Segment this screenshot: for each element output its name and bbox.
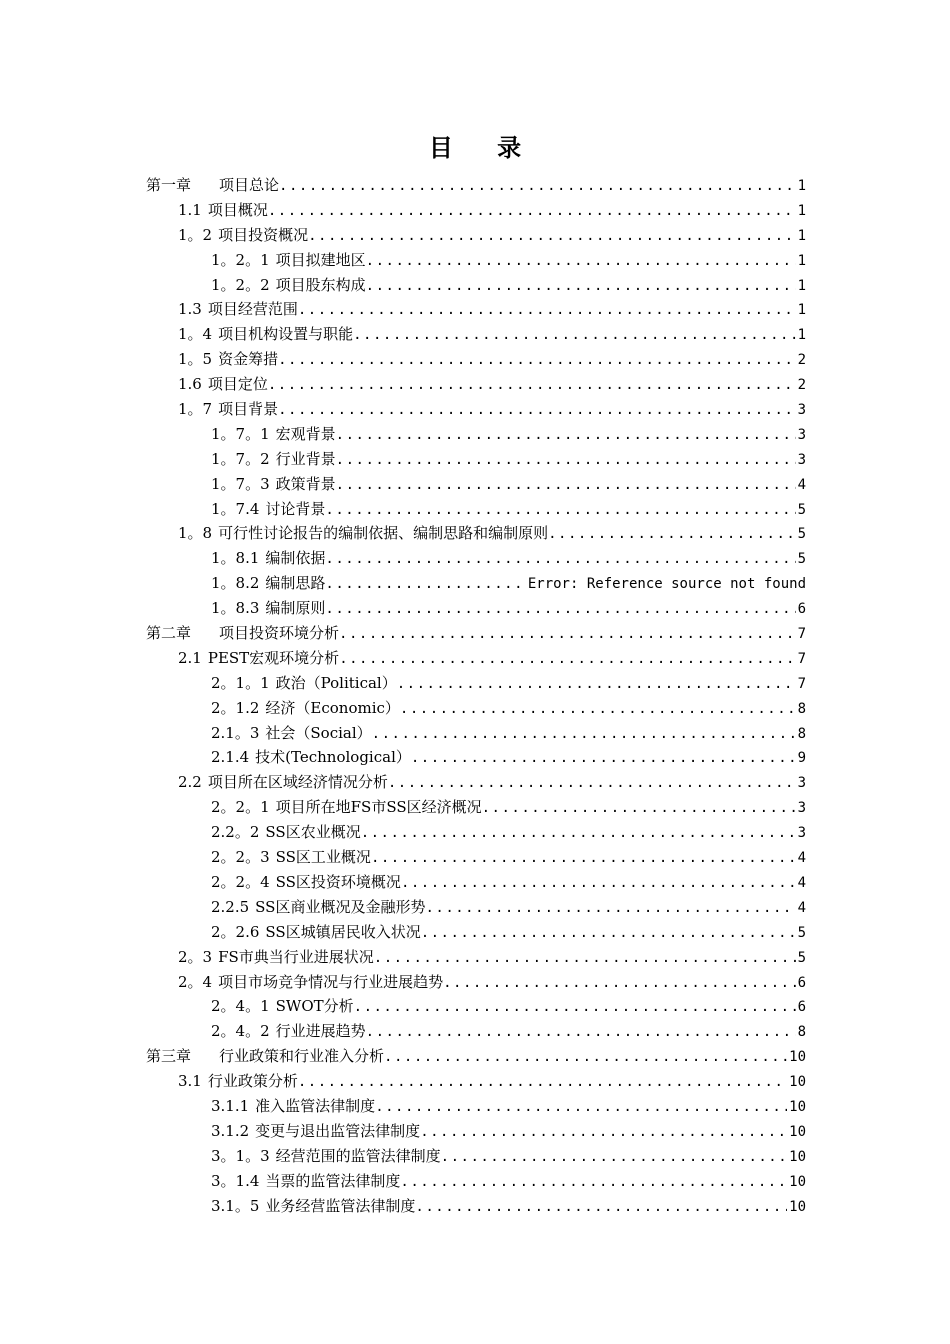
toc-entry-number: 1。5 bbox=[178, 350, 213, 369]
toc-entry-heading bbox=[211, 1094, 375, 1119]
toc-entry[interactable] bbox=[146, 1019, 806, 1044]
dot-leader bbox=[354, 995, 796, 1019]
toc-entry-number: 1。8 bbox=[178, 524, 213, 543]
toc-entry-number: 1。2。2 bbox=[211, 275, 270, 294]
toc-entry-heading bbox=[178, 347, 278, 372]
dot-leader bbox=[371, 846, 796, 870]
toc-entry-page-number: 5 bbox=[797, 924, 806, 941]
toc-entry-text: 当票的监管法律制度 bbox=[265, 1171, 401, 1190]
toc-entry-page-number: 1 bbox=[797, 302, 806, 319]
toc-entry-text: 项目股东构成 bbox=[275, 275, 366, 294]
dot-leader bbox=[443, 971, 795, 995]
toc-entry-page-number: 3 bbox=[797, 775, 806, 792]
toc-entry-page-number: 10 bbox=[789, 1074, 806, 1091]
toc-entry[interactable] bbox=[146, 497, 806, 522]
toc-entry[interactable] bbox=[146, 1044, 806, 1069]
toc-entry-number: 2.2.5 bbox=[211, 897, 250, 916]
toc-entry[interactable] bbox=[146, 372, 806, 397]
toc-entry-number: 第一章 bbox=[146, 176, 192, 194]
toc-entry-page-number: 10 bbox=[789, 1148, 806, 1165]
toc-entry[interactable] bbox=[146, 422, 806, 447]
toc-entry-heading bbox=[178, 297, 298, 322]
toc-entry-page-number: 3 bbox=[797, 451, 806, 468]
toc-entry-number: 1。7 bbox=[178, 400, 213, 419]
dot-leader bbox=[336, 473, 796, 497]
toc-entry-page-number: 5 bbox=[797, 551, 806, 568]
toc-entry-heading bbox=[178, 198, 268, 223]
toc-entry-text: 经济（Economic） bbox=[265, 698, 400, 717]
toc-entry-number: 2。2。3 bbox=[211, 848, 270, 867]
toc-entry-text: 编制原则 bbox=[265, 599, 326, 618]
toc-entry-number: 2.2 bbox=[178, 773, 202, 792]
dot-leader bbox=[325, 572, 525, 596]
toc-entry-number: 1。7。2 bbox=[211, 449, 270, 468]
dot-leader bbox=[388, 771, 796, 795]
toc-entry-heading bbox=[178, 372, 268, 397]
toc-entry-page-number: 5 bbox=[797, 949, 806, 966]
toc-entry-page-number: 8 bbox=[797, 725, 806, 742]
toc-entry[interactable] bbox=[146, 322, 806, 347]
toc-entry-number: 1。8.2 bbox=[211, 574, 260, 593]
toc-entry-number: 2。4。1 bbox=[211, 997, 270, 1016]
toc-entry[interactable] bbox=[146, 945, 806, 970]
dot-leader bbox=[411, 746, 796, 770]
dot-leader bbox=[441, 1145, 787, 1169]
toc-entry-text: 项目机构设置与职能 bbox=[218, 325, 354, 344]
toc-entry-page-number: 7 bbox=[797, 650, 806, 667]
dot-leader bbox=[361, 821, 796, 845]
toc-entry-heading bbox=[211, 721, 372, 746]
toc-entry-page-number: 9 bbox=[797, 750, 806, 767]
toc-entry-heading bbox=[211, 994, 354, 1019]
toc-entry-heading bbox=[211, 895, 425, 920]
toc-entry-text: 行业进展趋势 bbox=[275, 1022, 366, 1041]
toc-entry-page-number: 8 bbox=[797, 1024, 806, 1041]
toc-entry-text: 项目拟建地区 bbox=[275, 250, 366, 269]
toc-entry-page-number: Error: Reference source not found bbox=[527, 576, 806, 593]
toc-entry-page-number: 5 bbox=[797, 526, 806, 543]
dot-leader bbox=[339, 622, 796, 646]
toc-entry-heading bbox=[211, 745, 411, 770]
toc-entry-heading bbox=[211, 571, 325, 596]
dot-leader bbox=[278, 398, 795, 422]
toc-entry-number: 2。1。1 bbox=[211, 673, 270, 692]
toc-entry-number: 1。7。1 bbox=[211, 424, 270, 443]
toc-entry-heading bbox=[211, 273, 366, 298]
toc-entry-heading bbox=[146, 621, 339, 646]
toc-entry-heading bbox=[211, 1169, 400, 1194]
dot-leader bbox=[372, 722, 796, 746]
toc-entry-page-number: 4 bbox=[797, 874, 806, 891]
dot-leader bbox=[278, 348, 795, 372]
toc-entry-number: 第三章 bbox=[146, 1047, 192, 1066]
toc-entry-heading bbox=[146, 1044, 384, 1069]
toc-entry-heading bbox=[146, 173, 279, 198]
toc-entry-number: 第二章 bbox=[146, 624, 192, 643]
toc-entry[interactable] bbox=[146, 1119, 806, 1144]
toc-entry[interactable] bbox=[146, 297, 806, 322]
toc-entry-number: 3.1.2 bbox=[211, 1121, 250, 1140]
toc-entry[interactable] bbox=[146, 273, 806, 298]
toc-entry-text: 可行性讨论报告的编制依据、编制思路和编制原则 bbox=[218, 524, 549, 543]
toc-entry-number: 2.2。2 bbox=[211, 823, 260, 842]
toc-list bbox=[146, 173, 806, 1218]
dot-leader bbox=[353, 323, 795, 347]
toc-entry-page-number: 10 bbox=[789, 1123, 806, 1140]
toc-entry-heading bbox=[211, 920, 421, 945]
toc-entry-heading bbox=[211, 248, 366, 273]
dot-leader bbox=[366, 249, 796, 273]
toc-entry-number: 3。1。3 bbox=[211, 1146, 270, 1165]
toc-entry-text: SWOT分析 bbox=[275, 997, 354, 1016]
toc-entry[interactable] bbox=[146, 447, 806, 472]
dot-leader bbox=[366, 274, 796, 298]
toc-entry-number: 2。2.6 bbox=[211, 922, 260, 941]
toc-entry-text: 项目总论 bbox=[219, 176, 280, 194]
toc-entry-page-number: 6 bbox=[797, 974, 806, 991]
toc-entry-text: 项目背景 bbox=[218, 400, 279, 419]
dot-leader bbox=[401, 871, 796, 895]
dot-leader bbox=[482, 796, 796, 820]
dot-leader bbox=[298, 298, 796, 322]
toc-entry-page-number: 3 bbox=[797, 800, 806, 817]
toc-entry-text: 项目所在地FS市SS区经济概况 bbox=[275, 798, 482, 817]
toc-entry[interactable] bbox=[146, 173, 806, 198]
toc-entry-heading bbox=[211, 795, 482, 820]
toc-entry-text: 项目定位 bbox=[207, 375, 268, 394]
toc-entry-text: 项目投资概况 bbox=[218, 225, 309, 244]
toc-entry-heading bbox=[211, 845, 371, 870]
toc-entry-number: 2.1。3 bbox=[211, 723, 260, 742]
toc-entry-number: 1。8.1 bbox=[211, 549, 260, 568]
toc-entry[interactable] bbox=[146, 472, 806, 497]
toc-entry[interactable] bbox=[146, 596, 806, 621]
toc-entry[interactable] bbox=[146, 1194, 806, 1219]
toc-entry[interactable] bbox=[146, 347, 806, 372]
dot-leader bbox=[268, 199, 796, 223]
toc-entry[interactable] bbox=[146, 745, 806, 770]
toc-entry[interactable] bbox=[146, 621, 806, 646]
toc-entry[interactable] bbox=[146, 870, 806, 895]
toc-entry-number: 2。1.2 bbox=[211, 698, 260, 717]
toc-entry-text: 行业政策和行业准入分析 bbox=[219, 1047, 385, 1066]
toc-entry-number: 1。7.4 bbox=[211, 499, 260, 518]
toc-entry-heading bbox=[211, 596, 325, 621]
dot-leader bbox=[397, 672, 796, 696]
toc-entry[interactable] bbox=[146, 1069, 806, 1094]
toc-entry-heading bbox=[211, 696, 400, 721]
dot-leader bbox=[268, 373, 796, 397]
toc-entry[interactable] bbox=[146, 845, 806, 870]
dot-leader bbox=[325, 547, 795, 571]
toc-entry-heading bbox=[178, 1069, 298, 1094]
toc-entry-page-number: 7 bbox=[797, 626, 806, 643]
toc-entry[interactable] bbox=[146, 198, 806, 223]
toc-entry-heading bbox=[211, 671, 397, 696]
dot-leader bbox=[325, 597, 795, 621]
toc-entry-heading bbox=[211, 447, 336, 472]
toc-entry-page-number: 3 bbox=[797, 825, 806, 842]
toc-entry-page-number: 4 bbox=[797, 850, 806, 867]
toc-entry-text: 变更与退出监管法律制度 bbox=[255, 1121, 421, 1140]
dot-leader bbox=[425, 896, 795, 920]
toc-entry-heading bbox=[178, 521, 548, 546]
toc-entry-heading bbox=[178, 770, 388, 795]
toc-entry-page-number: 4 bbox=[797, 476, 806, 493]
toc-entry-text: 行业政策分析 bbox=[207, 1072, 298, 1091]
dot-leader bbox=[339, 647, 795, 671]
toc-entry-page-number: 5 bbox=[797, 501, 806, 518]
toc-entry-heading bbox=[178, 397, 278, 422]
toc-entry-number: 1.3 bbox=[178, 300, 202, 319]
toc-entry-number: 2。3 bbox=[178, 947, 213, 966]
toc-entry-page-number: 1 bbox=[797, 252, 806, 269]
toc-entry-text: SS区商业概况及金融形势 bbox=[255, 897, 426, 916]
toc-entry-text: SS区城镇居民收入状况 bbox=[265, 922, 421, 941]
toc-entry-number: 1。4 bbox=[178, 325, 213, 344]
toc-entry-heading bbox=[211, 1194, 415, 1219]
toc-entry[interactable] bbox=[146, 671, 806, 696]
dot-leader bbox=[298, 1070, 787, 1094]
toc-entry[interactable] bbox=[146, 920, 806, 945]
toc-entry-text: 项目所在区域经济情况分析 bbox=[207, 773, 388, 792]
dot-leader bbox=[336, 448, 796, 472]
toc-entry-number: 2。2。1 bbox=[211, 798, 270, 817]
toc-entry[interactable] bbox=[146, 546, 806, 571]
toc-entry[interactable] bbox=[146, 1169, 806, 1194]
toc-entry-page-number: 8 bbox=[797, 700, 806, 717]
toc-entry-text: 技术(Technological） bbox=[255, 748, 411, 767]
dot-leader bbox=[374, 946, 796, 970]
toc-entry-page-number: 2 bbox=[797, 377, 806, 394]
toc-entry-page-number: 1 bbox=[797, 327, 806, 344]
dot-leader bbox=[400, 1170, 787, 1194]
toc-entry-number: 3.1。5 bbox=[211, 1196, 260, 1215]
toc-entry-number: 1。7。3 bbox=[211, 474, 270, 493]
toc-entry[interactable] bbox=[146, 248, 806, 273]
toc-entry-number: 1。2。1 bbox=[211, 250, 270, 269]
toc-entry-page-number: 1 bbox=[797, 227, 806, 244]
toc-entry-heading bbox=[211, 1119, 420, 1144]
toc-entry-text: 业务经营监管法律制度 bbox=[265, 1196, 416, 1215]
toc-entry[interactable] bbox=[146, 521, 806, 546]
toc-entry-text: 社会（Social） bbox=[265, 723, 372, 742]
toc-entry-heading bbox=[211, 820, 361, 845]
dot-leader bbox=[548, 522, 795, 546]
toc-entry-number: 1.1 bbox=[178, 200, 202, 219]
dot-leader bbox=[421, 921, 796, 945]
toc-entry-heading bbox=[211, 870, 401, 895]
toc-entry[interactable] bbox=[146, 223, 806, 248]
toc-entry-text: 资金筹措 bbox=[218, 350, 279, 369]
toc-entry-page-number: 7 bbox=[797, 675, 806, 692]
toc-entry-heading bbox=[211, 497, 325, 522]
toc-entry-text: 编制思路 bbox=[265, 574, 326, 593]
toc-entry-number: 1。8.3 bbox=[211, 599, 260, 618]
toc-entry-text: SS区投资环境概况 bbox=[275, 872, 401, 891]
toc-entry[interactable] bbox=[146, 571, 806, 596]
toc-entry-text: FS市典当行业进展状况 bbox=[218, 947, 374, 966]
toc-entry-heading bbox=[178, 646, 339, 671]
toc-entry[interactable] bbox=[146, 820, 806, 845]
toc-entry-heading bbox=[178, 322, 353, 347]
toc-entry-heading bbox=[211, 546, 325, 571]
toc-entry-number: 2。4。2 bbox=[211, 1022, 270, 1041]
toc-entry[interactable] bbox=[146, 1144, 806, 1169]
toc-entry-number: 3。1.4 bbox=[211, 1171, 260, 1190]
toc-entry-page-number: 10 bbox=[789, 1098, 806, 1115]
toc-entry[interactable] bbox=[146, 895, 806, 920]
toc-entry-heading bbox=[211, 472, 336, 497]
toc-entry-page-number: 1 bbox=[797, 202, 806, 219]
toc-entry[interactable] bbox=[146, 994, 806, 1019]
toc-entry-page-number: 1 bbox=[797, 277, 806, 294]
dot-leader bbox=[415, 1195, 787, 1219]
toc-entry-heading bbox=[211, 1019, 366, 1044]
toc-entry-text: 项目经营范围 bbox=[207, 300, 298, 319]
toc-entry-page-number: 6 bbox=[797, 601, 806, 618]
toc-entry-page-number: 10 bbox=[789, 1198, 806, 1215]
toc-entry[interactable] bbox=[146, 721, 806, 746]
toc-entry[interactable] bbox=[146, 970, 806, 995]
toc-entry-text: 准入监管法律制度 bbox=[255, 1096, 376, 1115]
toc-entry-number: 3.1 bbox=[178, 1072, 202, 1091]
toc-entry-page-number: 2 bbox=[797, 352, 806, 369]
dot-leader bbox=[375, 1095, 787, 1119]
toc-entry-page-number: 3 bbox=[797, 426, 806, 443]
toc-entry-text: SS区工业概况 bbox=[275, 848, 371, 867]
toc-entry-page-number: 1 bbox=[797, 178, 806, 194]
toc-entry-text: 讨论背景 bbox=[265, 499, 326, 518]
toc-entry-text: 项目投资环境分析 bbox=[219, 624, 340, 643]
toc-entry[interactable] bbox=[146, 646, 806, 671]
toc-entry-text: 项目概况 bbox=[207, 200, 268, 219]
dot-leader bbox=[336, 423, 796, 447]
dot-leader bbox=[400, 697, 796, 721]
toc-entry-page-number: 10 bbox=[789, 1173, 806, 1190]
toc-entry-page-number: 4 bbox=[797, 899, 806, 916]
toc-entry-text: 编制依据 bbox=[265, 549, 326, 568]
toc-entry[interactable] bbox=[146, 696, 806, 721]
toc-entry-number: 2.1 bbox=[178, 648, 202, 667]
toc-entry-heading bbox=[178, 223, 308, 248]
toc-entry-page-number: 10 bbox=[789, 1049, 806, 1066]
toc-entry-text: SS区农业概况 bbox=[265, 823, 361, 842]
toc-entry-text: 经营范围的监管法律制度 bbox=[275, 1146, 441, 1165]
dot-leader bbox=[308, 224, 795, 248]
toc-entry[interactable] bbox=[146, 397, 806, 422]
toc-entry-number: 1.6 bbox=[178, 375, 202, 394]
toc-entry-text: 行业背景 bbox=[275, 449, 336, 468]
toc-entry-number: 1。2 bbox=[178, 225, 213, 244]
toc-entry-heading bbox=[211, 1144, 441, 1169]
toc-entry-heading bbox=[178, 970, 443, 995]
toc-entry-number: 2.1.4 bbox=[211, 748, 250, 767]
toc-entry-text: 政策背景 bbox=[275, 474, 336, 493]
dot-leader bbox=[420, 1120, 787, 1144]
dot-leader bbox=[325, 498, 795, 522]
toc-entry-heading bbox=[211, 422, 336, 447]
toc-entry[interactable] bbox=[146, 770, 806, 795]
toc-entry-page-number: 6 bbox=[797, 999, 806, 1016]
toc-entry-text: 宏观背景 bbox=[275, 424, 336, 443]
dot-leader bbox=[366, 1020, 796, 1044]
toc-entry[interactable] bbox=[146, 795, 806, 820]
dot-leader bbox=[384, 1045, 787, 1069]
toc-entry-text: 政治（Political） bbox=[275, 673, 397, 692]
toc-entry-text: 项目市场竞争情况与行业进展趋势 bbox=[218, 972, 444, 991]
toc-entry-heading bbox=[178, 945, 374, 970]
toc-entry[interactable] bbox=[146, 1094, 806, 1119]
toc-entry-number: 3.1.1 bbox=[211, 1096, 250, 1115]
toc-title: 目 录 bbox=[428, 133, 540, 162]
toc-entry-number: 2。2。4 bbox=[211, 872, 270, 891]
toc-entry-page-number: 3 bbox=[797, 402, 806, 419]
dot-leader bbox=[279, 174, 796, 198]
toc-entry-text: PEST宏观环境分析 bbox=[207, 648, 340, 667]
toc-entry-number: 2。4 bbox=[178, 972, 213, 991]
